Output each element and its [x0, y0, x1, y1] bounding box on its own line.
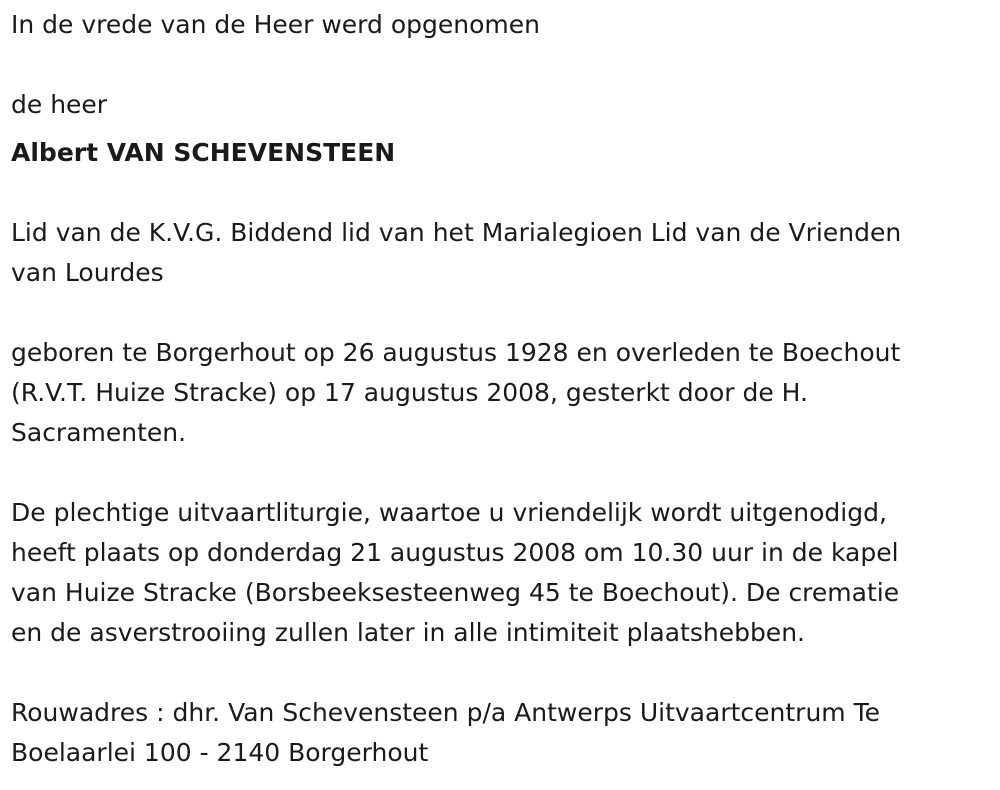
- address-line: Boelaarlei 100 - 2140 Borgerhout: [11, 738, 429, 767]
- spacer: [11, 45, 981, 85]
- intro-text: In de vrede van de Heer werd opgenomen: [11, 10, 540, 39]
- funeral-line: De plechtige uitvaartliturgie, waartoe u vriendelijk wordt uitgenodigd,: [11, 498, 887, 527]
- life-line: geboren te Borgerhout op 26 augustus 1928 en overleden te Boechout: [11, 338, 901, 367]
- salutation-text: de heer: [11, 90, 108, 119]
- funeral-paragraph: [11, 493, 981, 653]
- memberships-line: van Lourdes: [11, 258, 164, 287]
- life-paragraph: [11, 333, 981, 453]
- deceased-name: Albert VAN SCHEVENSTEEN: [11, 138, 396, 167]
- spacer: [11, 125, 981, 133]
- spacer: [11, 293, 981, 333]
- memberships-paragraph: [11, 213, 981, 293]
- spacer: [11, 173, 981, 213]
- life-line: (R.V.T. Huize Stracke) op 17 augustus 2008, gesterkt door de H.: [11, 378, 808, 407]
- address-line: Rouwadres : dhr. Van Schevensteen p/a Antwerps Uitvaartcentrum Te: [11, 698, 880, 727]
- address-paragraph: [11, 693, 981, 773]
- funeral-line: heeft plaats op donderdag 21 augustus 2008 om 10.30 uur in de kapel: [11, 538, 899, 567]
- funeral-line: van Huize Stracke (Borsbeeksesteenweg 45 te Boechout). De crematie: [11, 578, 900, 607]
- life-line: Sacramenten.: [11, 418, 187, 447]
- spacer: [11, 453, 981, 493]
- obituary-notice: [11, 5, 981, 773]
- memberships-line: Lid van de K.V.G. Biddend lid van het Marialegioen Lid van de Vrienden: [11, 218, 902, 247]
- spacer: [11, 653, 981, 693]
- funeral-line: en de asverstrooiing zullen later in alle intimiteit plaatshebben.: [11, 618, 805, 647]
